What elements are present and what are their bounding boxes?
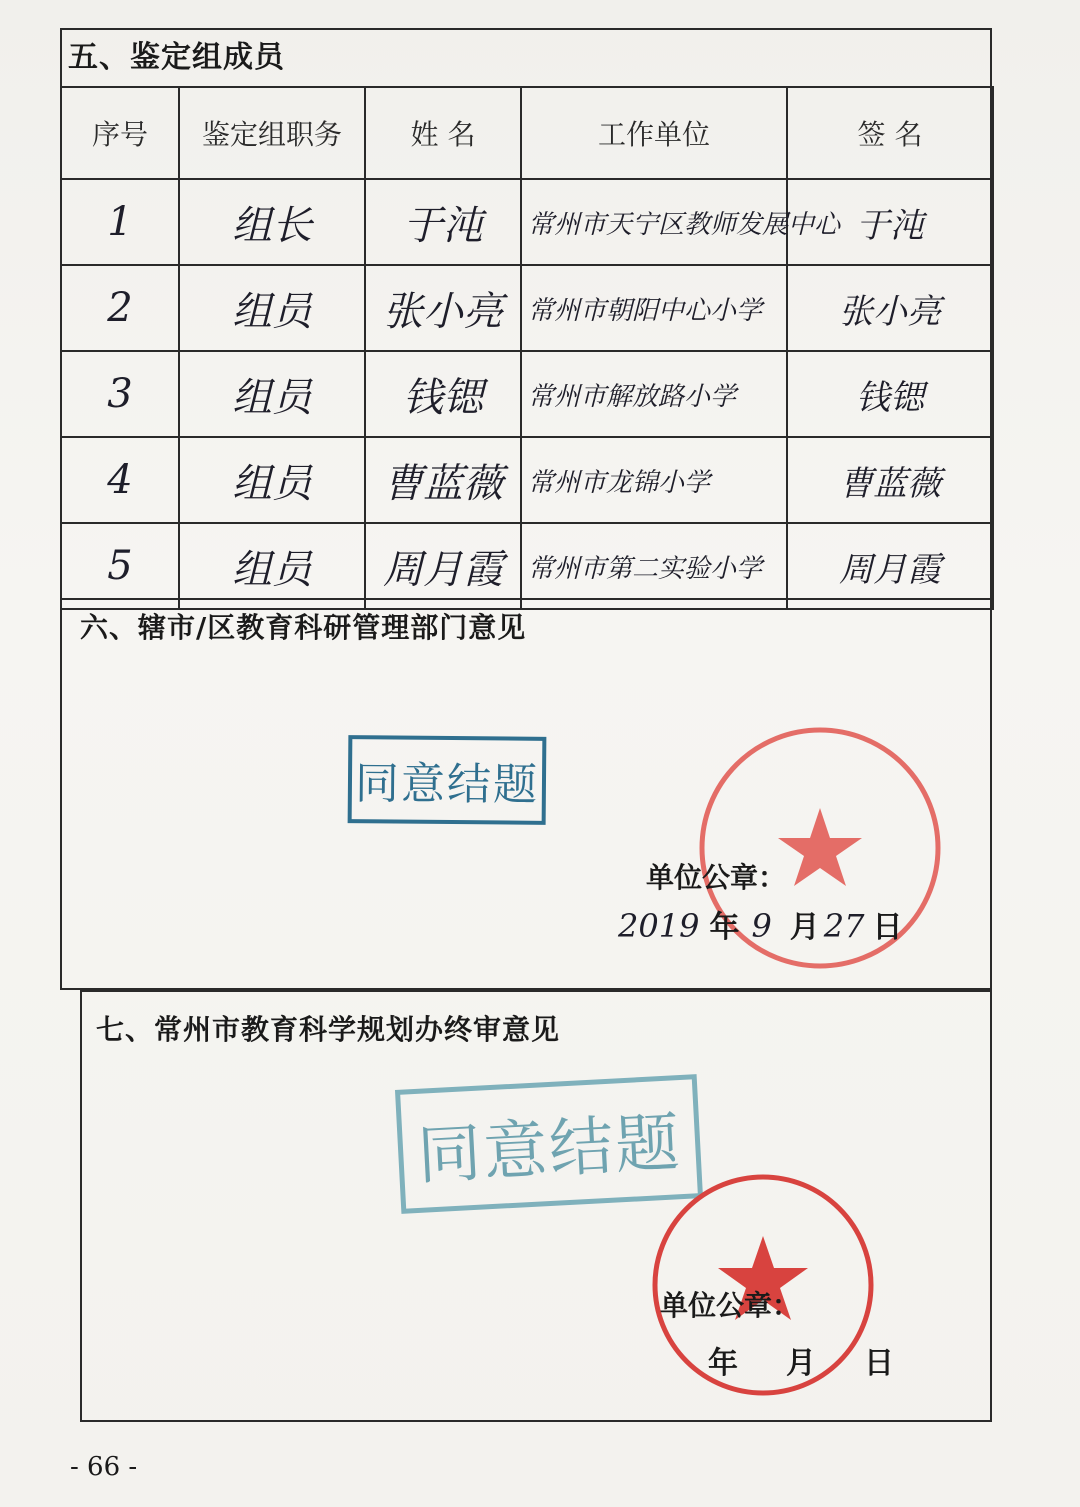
row-role: 组员 — [179, 523, 365, 609]
date-month-unit: 月 — [789, 910, 820, 945]
row-name: 张小亮 — [365, 265, 521, 351]
date-year: 2019 — [618, 907, 700, 945]
row-no: 1 — [61, 179, 179, 265]
approval-stamp-text: 同意结题 — [354, 758, 540, 811]
table-row — [61, 523, 993, 609]
header-role: 鉴定组职务 — [179, 87, 365, 179]
row-role: 组员 — [179, 351, 365, 437]
unit-seal-label: 单位公章： — [660, 1289, 801, 1322]
date-day: 27 — [823, 907, 865, 945]
date-day-unit: 日 — [872, 910, 903, 945]
row-name: 曹蓝薇 — [365, 437, 521, 523]
members-table — [60, 86, 994, 610]
row-signature: 周月霞 — [787, 523, 993, 609]
section7-date — [708, 1338, 894, 1382]
page-number: - 66 - — [70, 1452, 138, 1482]
section5-title: 五、鉴定组成员 — [68, 40, 285, 75]
row-role: 组员 — [179, 437, 365, 523]
row-unit: 常州市朝阳中心小学 — [521, 265, 787, 351]
section6-date — [618, 902, 903, 946]
table-row — [61, 437, 993, 523]
row-no: 3 — [61, 351, 179, 437]
section6-title: 六、辖市/区教育科研管理部门意见 — [80, 611, 527, 644]
row-unit: 常州市龙锦小学 — [521, 437, 787, 523]
row-role: 组员 — [179, 265, 365, 351]
section7-title: 七、常州市教育科学规划办终审意见 — [96, 1013, 561, 1046]
header-signature: 签 名 — [787, 87, 993, 179]
date-month: 9 — [751, 907, 772, 945]
header-name: 姓 名 — [365, 87, 521, 179]
header-unit: 工作单位 — [521, 87, 787, 179]
row-role: 组长 — [179, 179, 365, 265]
row-signature: 钱锶 — [787, 351, 993, 437]
row-unit: 常州市天宁区教师发展中心 — [521, 179, 787, 265]
table-header-row — [61, 87, 993, 179]
row-name: 于沌 — [365, 179, 521, 265]
table-row — [61, 265, 993, 351]
row-unit: 常州市第二实验小学 — [521, 523, 787, 609]
row-name: 钱锶 — [365, 351, 521, 437]
date-year-unit: 年 — [709, 910, 740, 945]
date-year-unit: 年 — [708, 1346, 738, 1381]
unit-seal-label: 单位公章： — [646, 861, 787, 894]
date-month-unit: 月 — [786, 1346, 816, 1381]
header-no: 序号 — [61, 87, 179, 179]
row-signature: 张小亮 — [787, 265, 993, 351]
table-row — [61, 351, 993, 437]
row-no: 2 — [61, 265, 179, 351]
row-name: 周月霞 — [365, 523, 521, 609]
row-no: 5 — [61, 523, 179, 609]
date-day-unit: 日 — [864, 1346, 894, 1381]
row-signature: 于沌 — [787, 179, 993, 265]
approval-stamp — [348, 735, 547, 825]
table-row — [61, 179, 993, 265]
approval-stamp-text: 同意结题 — [415, 1106, 684, 1194]
row-unit: 常州市解放路小学 — [521, 351, 787, 437]
row-no: 4 — [61, 437, 179, 523]
row-signature: 曹蓝薇 — [787, 437, 993, 523]
